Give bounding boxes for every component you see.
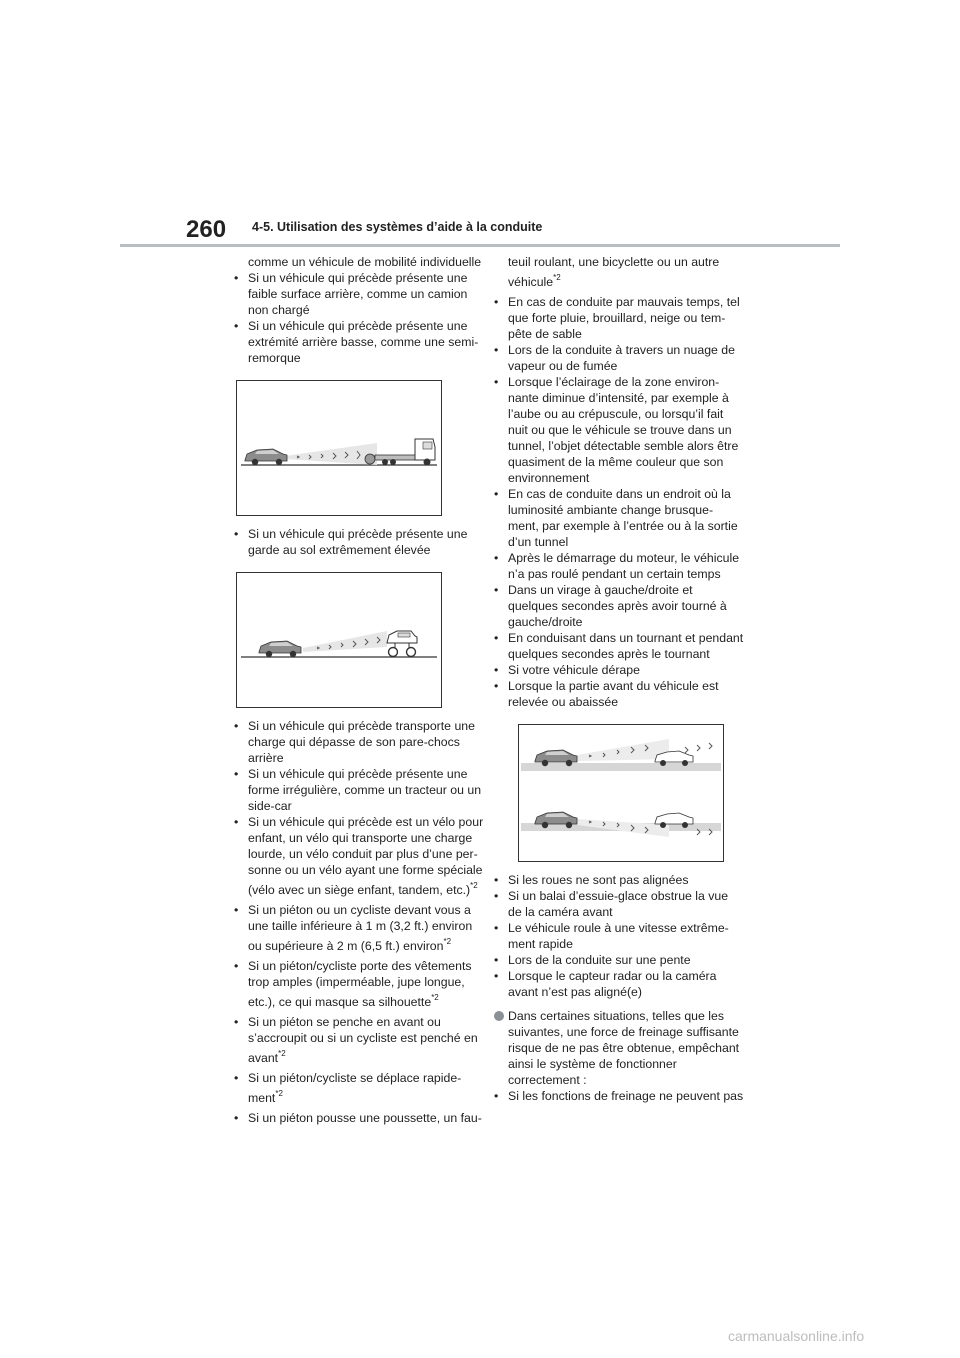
list-item: • Si un véhicule qui précède présente une — [234, 271, 468, 285]
text-line: ment$^{*2}$ — [248, 1089, 283, 1105]
text-line: de la caméra avant — [508, 905, 613, 919]
header-divider — [120, 244, 840, 247]
bullet: • — [494, 969, 499, 983]
list-item: • En cas de conduite par mauvais temps, tel — [494, 295, 740, 309]
bullet: • — [234, 1071, 239, 1085]
text-line: ainsi le système de fonctionner — [508, 1057, 677, 1071]
bullet: • — [234, 903, 239, 917]
bullet: • — [494, 583, 499, 597]
text-line: teuil roulant, une bicyclette ou un autre — [508, 255, 720, 269]
bullet: • — [494, 953, 499, 967]
list-item: • Si un piéton se penche en avant ou — [234, 1015, 441, 1029]
list-item: • Si un véhicule qui précède présente une — [234, 527, 468, 541]
list-item: • Après le démarrage du moteur, le véhicule — [494, 551, 740, 565]
bullet: • — [494, 663, 499, 677]
bullet: • — [494, 679, 499, 693]
list-item: • Si un piéton pousse une poussette, un fau- — [234, 1111, 482, 1125]
text-line: charge qui dépasse de son pare-chocs — [248, 735, 460, 749]
bullet: • — [494, 343, 499, 357]
list-item: • Le véhicule roule à une vitesse extrême- — [494, 921, 729, 935]
text-line: suivantes, une force de freinage suffisante — [508, 1025, 739, 1039]
figure-high-clearance-vehicle — [236, 572, 442, 708]
text-line: nante diminue d’intensité, par exemple à — [508, 391, 729, 405]
text-line: s’accroupit ou si un cycliste est penché en — [248, 1031, 478, 1045]
text-line: quelques secondes après le tournant — [508, 647, 710, 661]
text-line: arrière — [248, 751, 284, 765]
list-item: • Lorsque la partie avant du véhicule est — [494, 679, 719, 693]
text-line: avant$^{*2}$ — [248, 1049, 286, 1065]
text-line: side-car — [248, 799, 292, 813]
text-line: ment rapide — [508, 937, 573, 951]
list-item: • En cas de conduite dans un endroit où la — [494, 487, 731, 501]
text-line: comme un véhicule de mobilité individuelle — [248, 255, 482, 269]
bullet: • — [234, 767, 239, 781]
illustration-high-clearance — [237, 573, 441, 707]
bullet: • — [494, 631, 499, 645]
footnote-mark: *2 — [470, 881, 478, 890]
list-item: • Si un piéton/cycliste porte des vêtements — [234, 959, 472, 973]
text-line: que forte pluie, brouillard, neige ou tem- — [508, 311, 726, 325]
bullet: • — [234, 1111, 239, 1125]
circle-bullet-icon — [494, 1011, 504, 1021]
list-item: Dans certaines situations, telles que les — [494, 1008, 726, 1024]
list-item: • Dans un virage à gauche/droite et — [494, 583, 693, 597]
text-line: véhicule$^{*2}$ — [508, 273, 561, 289]
text-line: quelques secondes après avoir tourné à — [508, 599, 727, 613]
text-line: ou supérieure à 2 m (6,5 ft.) environ$^{*2}$ — [248, 937, 452, 953]
text-line: luminosité ambiante change brusque- — [508, 503, 714, 517]
list-item: • Si les roues ne sont pas alignées — [494, 873, 689, 887]
bullet: • — [234, 815, 239, 829]
text-line: avant n’est pas aligné(e) — [508, 985, 642, 999]
bullet: • — [494, 1089, 499, 1103]
watermark: carmanualsonline.info — [728, 1328, 865, 1344]
footnote-mark: *2 — [443, 937, 452, 946]
text-line: (vélo avec un siège enfant, tandem, etc.)$^{*2}$ — [248, 881, 478, 897]
text-line: risque de ne pas être obtenue, empêchant — [508, 1041, 740, 1055]
footnote-mark: *2 — [431, 993, 439, 1002]
paragraph-gap — [494, 1000, 726, 1008]
list-item: • Si un piéton ou un cycliste devant vous a — [234, 903, 471, 917]
text-line: nuit ou que le véhicule se trouve dans un — [508, 423, 732, 437]
figure-nose-up-down — [518, 724, 724, 862]
figure-low-rear-truck — [236, 380, 442, 516]
list-item: • Si votre véhicule dérape — [494, 663, 640, 677]
list-item: • Si un véhicule qui précède transporte une — [234, 719, 475, 733]
footnote-mark: *2 — [275, 1089, 283, 1098]
list-item: • Si un piéton/cycliste se déplace rapide- — [234, 1071, 462, 1085]
bullet: • — [494, 487, 499, 501]
text-line: correctement : — [508, 1073, 587, 1087]
page-number: 260 — [186, 216, 227, 243]
text-line: garde au sol extrêmement élevée — [248, 543, 431, 557]
bullet: • — [494, 889, 499, 903]
bullet: • — [494, 375, 499, 389]
text-line: ment, par exemple à l’entrée ou à la sortie — [508, 519, 738, 533]
list-item: • Lorsque le capteur radar ou la caméra — [494, 969, 717, 983]
footnote-mark: *2 — [278, 1049, 286, 1058]
text-line: une taille inférieure à 1 m (3,2 ft.) environ — [248, 919, 473, 933]
text-line: n’a pas roulé pendant un certain temps — [508, 567, 721, 581]
list-item: • Si un véhicule qui précède présente une — [234, 767, 468, 781]
list-item: • Si un véhicule qui précède est un vélo pour — [234, 815, 484, 829]
text-line: d’un tunnel — [508, 535, 569, 549]
text-line: environnement — [508, 471, 590, 485]
bullet: • — [494, 551, 499, 565]
text-line: enfant, un vélo qui transporte une charge — [248, 831, 473, 845]
bullet: • — [234, 719, 239, 733]
illustration-vehicle-pitch — [519, 725, 723, 861]
bullet: • — [234, 527, 239, 541]
left-column — [234, 254, 484, 1126]
text-line: tunnel, l’objet détectable semble alors être — [508, 439, 739, 453]
bullet: • — [494, 921, 499, 935]
right-column — [494, 254, 744, 1104]
text-line: non chargé — [248, 303, 310, 317]
text-line: extrémité arrière basse, comme une semi- — [248, 335, 479, 349]
text-line: remorque — [248, 351, 301, 365]
text-line: vapeur ou de fumée — [508, 359, 618, 373]
list-item: • En conduisant dans un tournant et pendant — [494, 631, 744, 645]
section-title: 4-5. Utilisation des systèmes d’aide à la conduite — [252, 220, 543, 234]
text-line: faible surface arrière, comme un camion — [248, 287, 468, 301]
list-item: • Lors de la conduite sur une pente — [494, 953, 691, 967]
text-line: gauche/droite — [508, 615, 583, 629]
list-item: • Si un balai d’essuie-glace obstrue la vue — [494, 889, 729, 903]
list-item: • Si un véhicule qui précède présente une — [234, 319, 468, 333]
text-line: etc.), ce qui masque sa silhouette$^{*2}$ — [248, 993, 439, 1009]
bullet: • — [234, 959, 239, 973]
text-line: pête de sable — [508, 327, 582, 341]
bullet: • — [234, 271, 239, 285]
text-line: lourde, un vélo conduit par plus d’une per- — [248, 847, 478, 861]
text-line: forme irrégulière, comme un tracteur ou un — [248, 783, 482, 797]
illustration-truck-trailer — [237, 381, 441, 515]
text-line: quasiment de la même couleur que son — [508, 455, 724, 469]
bullet: • — [234, 319, 239, 333]
bullet: • — [494, 295, 499, 309]
footnote-mark: *2 — [553, 273, 561, 282]
text-line: l’aube ou au crépuscule, ou lorsqu’il fait — [508, 407, 724, 421]
text-line: relevée ou abaissée — [508, 695, 619, 709]
bullet: • — [494, 873, 499, 887]
bullet: • — [234, 1015, 239, 1029]
text-line: trop amples (imperméable, jupe longue, — [248, 975, 465, 989]
list-item: • Lors de la conduite à travers un nuage de — [494, 343, 735, 357]
list-item: • Lorsque l’éclairage de la zone environ- — [494, 375, 720, 389]
text-line: sonne ou un vélo ayant une forme spéciale — [248, 863, 483, 877]
list-item: • Si les fonctions de freinage ne peuvent pas — [494, 1089, 744, 1103]
